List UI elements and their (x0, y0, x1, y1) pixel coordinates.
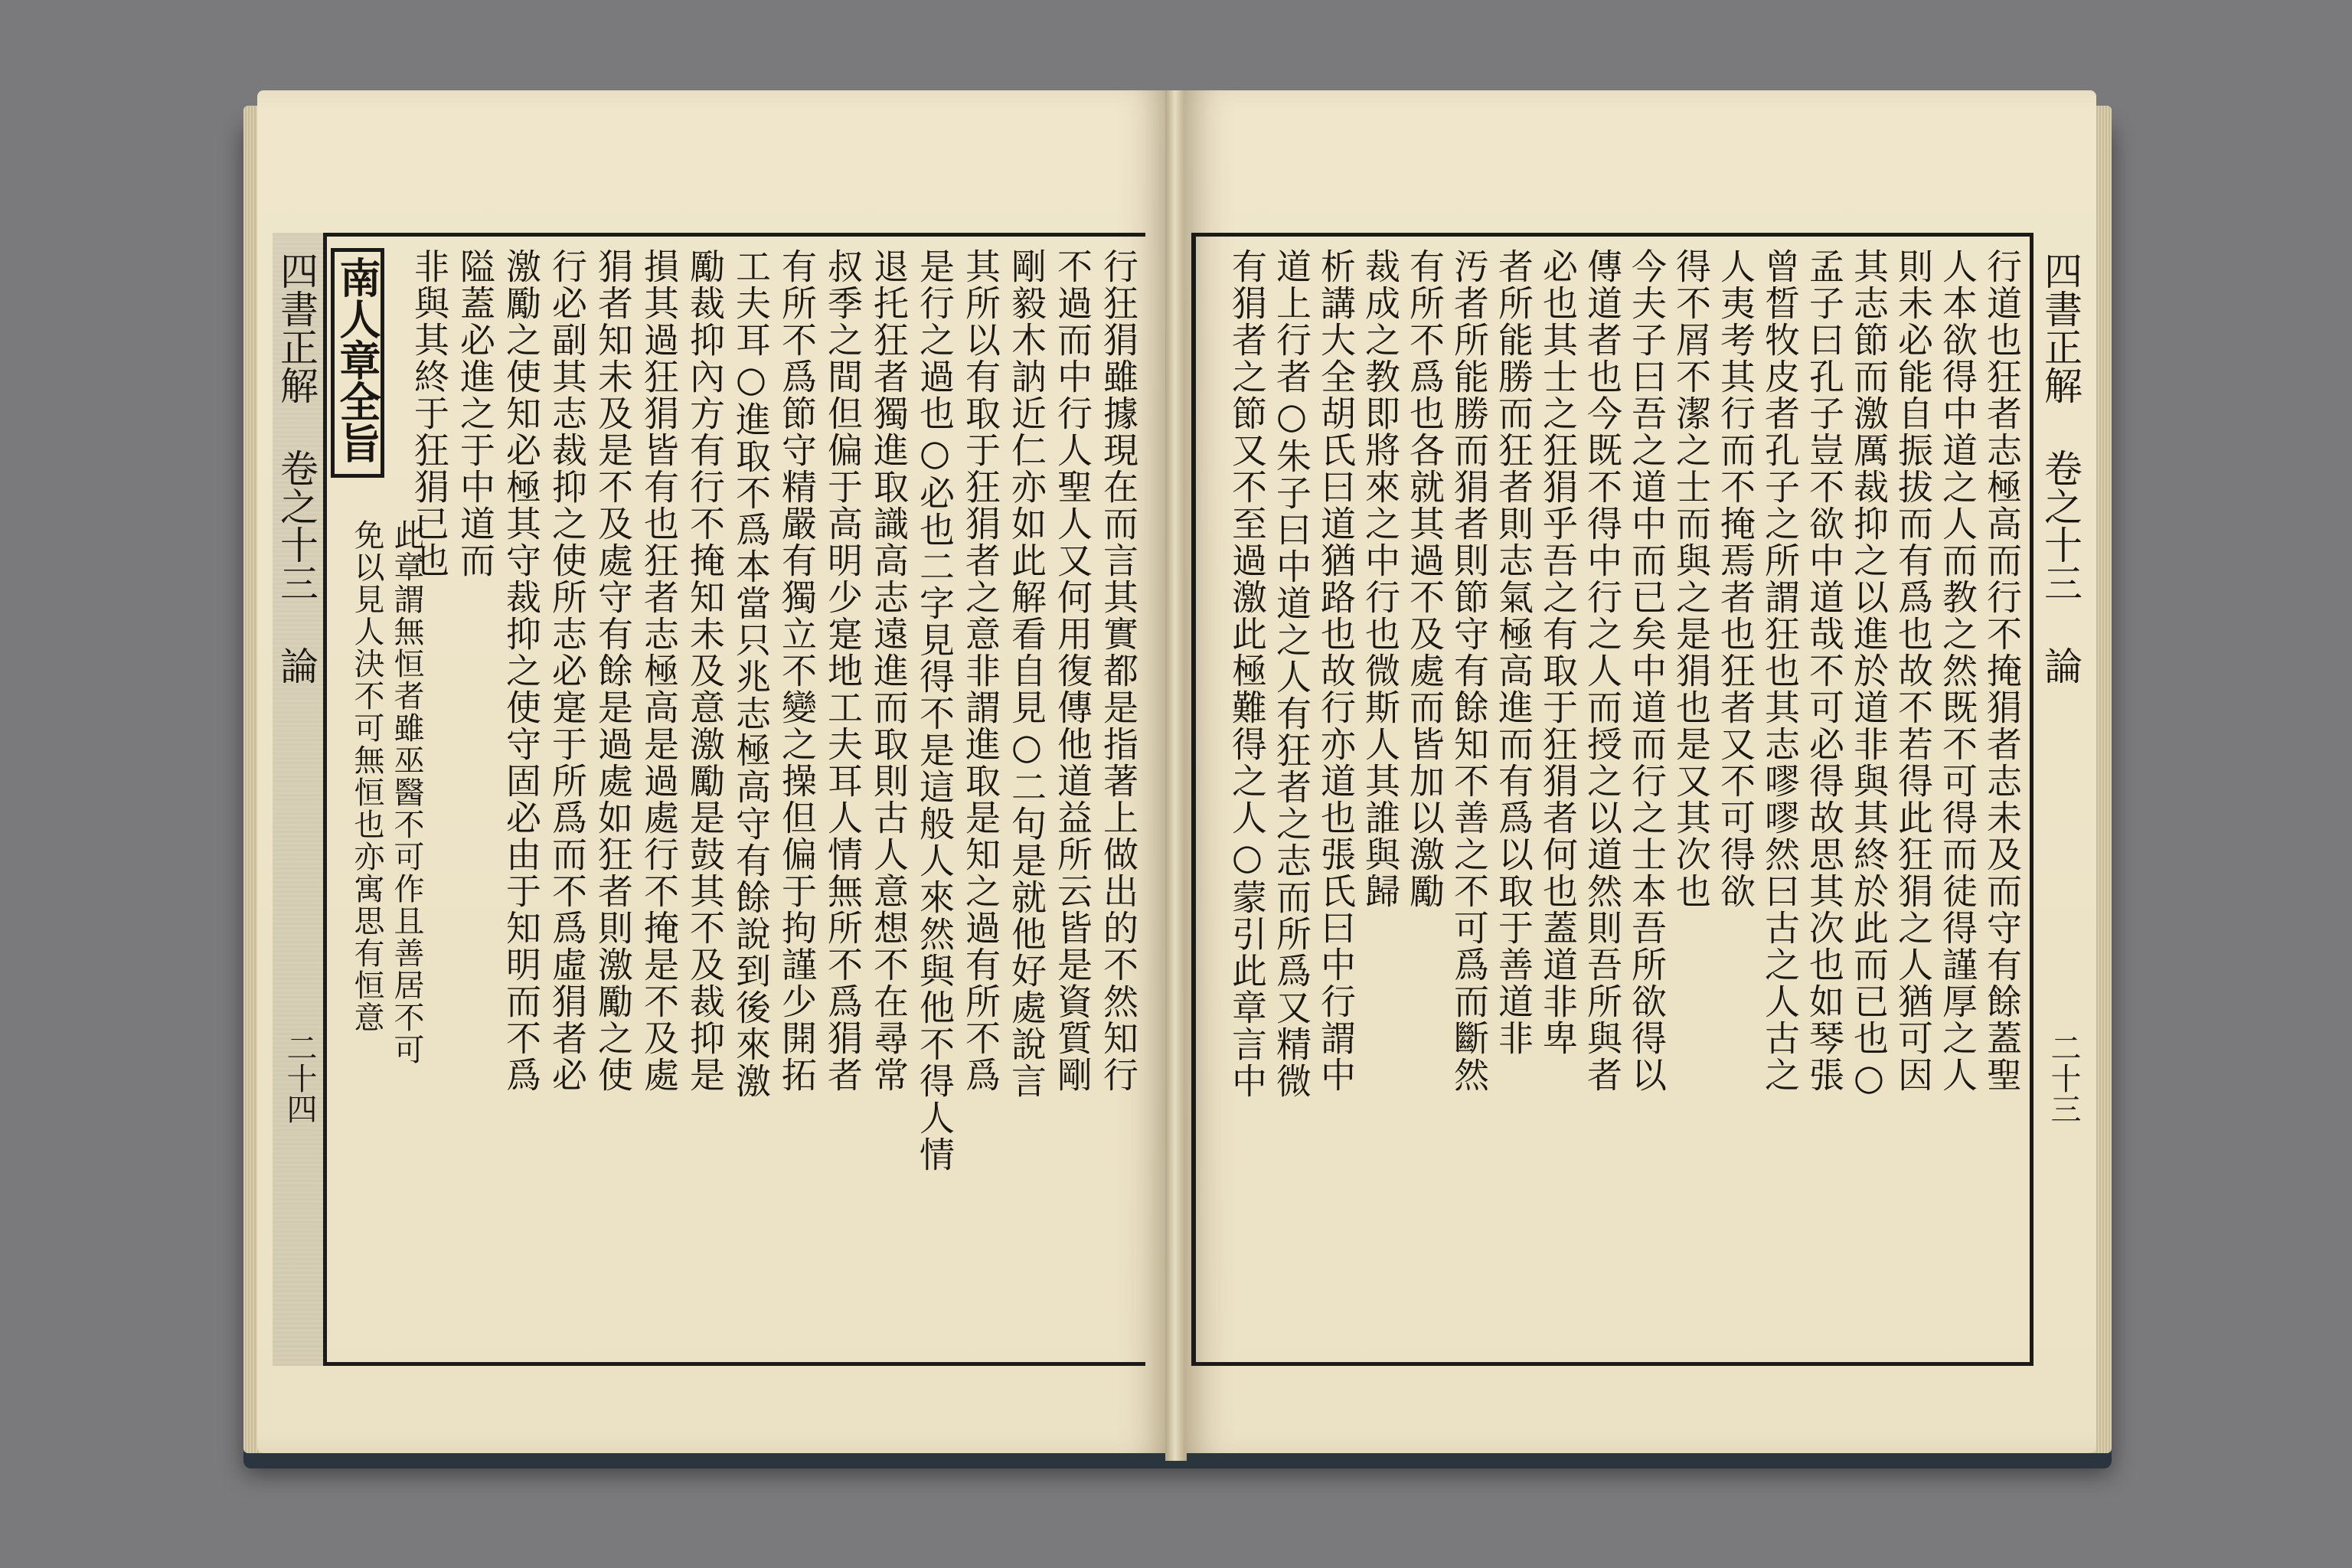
left-page (257, 90, 1168, 1453)
text-column: 勵裁抑內方有行不掩知未及意激勵是鼓其不及裁抑是 (684, 248, 726, 1093)
text-column: 人夷考其行而不掩焉者也狂者又不可得欲 (1715, 248, 1756, 910)
text-column: 行必副其志裁抑之使所志必寔于所爲而不爲虛狷者必 (547, 248, 588, 1093)
left-folio: 二十四 (282, 1032, 317, 1124)
text-column: 非與其終于狂狷已也 (409, 248, 450, 579)
text-column: 道上行者○朱子曰中道之人有狂者之志而所爲又精微 (1271, 248, 1312, 1099)
text-column: 汚者所能勝而狷者則節守有餘知不善之不可爲而斷然 (1449, 248, 1490, 1093)
text-column: 行道也狂者志極高而行不掩狷者志未及而守有餘蓋聖 (1981, 248, 2023, 1093)
text-column: 有狷者之節又不至過激此極難得之人○蒙引此章言中 (1227, 248, 1268, 1099)
text-column: 裁成之教即將來之中行也微斯人其誰與歸 (1360, 248, 1401, 910)
text-column: 免以見人決不可無恒也亦寓思有恒意 (349, 519, 384, 1034)
section-heading: 南人章全旨 (331, 248, 384, 478)
text-column: 隘蓋必進之于中道而 (455, 248, 496, 579)
text-column: 者所能勝而狂者則志氣極高進而有爲以取于善道非 (1493, 248, 1534, 1057)
text-column: 得不屑不潔之士而與之是狷也是又其次也 (1671, 248, 1712, 910)
text-column: 不過而中行人聖人又何用復傳他道益所云皆是資質剛 (1052, 248, 1093, 1093)
text-column: 剛毅木訥近仁亦如此解看自見○二句是就他好處說言 (1006, 248, 1047, 1099)
text-column: 析講大全胡氏曰道猶路也故行亦道也張氏曰中行謂中 (1315, 248, 1357, 1093)
right-running-header: 四書正解 卷之十三 論 (2038, 251, 2082, 684)
text-column: 是行之過也○必也二字見得不是這般人來然與他不得人情 (914, 248, 956, 1173)
text-column: 其志節而激厲裁抑之以進於道非與其終於此而已也○ (1848, 248, 1890, 1099)
text-column: 傳道者也今既不得中行之人而授之以道然則吾所與者 (1582, 248, 1623, 1093)
text-column: 人本欲得中道之人而教之然既不可得而徒得謹厚之人 (1937, 248, 1978, 1093)
text-column: 今夫子曰吾之道中而已矣中道而行之士本吾所欲得以 (1626, 248, 1668, 1093)
open-book (243, 90, 2112, 1485)
text-column: 退托狂者獨進取識高志遠進而取則古人意想不在尋常 (868, 248, 910, 1093)
text-column: 曾晳牧皮者孔子之所謂狂也其志嘐嘐然曰古之人古之 (1759, 248, 1801, 1093)
text-column: 有所不爲也各就其過不及處而皆加以激勵 (1404, 248, 1446, 910)
text-column: 此章謂無恒者雖巫醫不可作且善居不可 (389, 519, 424, 1066)
text-column: 狷者知未及是不及處守有餘是過處如狂者則激勵之使 (593, 248, 634, 1093)
text-column: 其所以有取于狂狷者之意非謂進取是知之過有所不爲 (960, 248, 1001, 1093)
right-page (1184, 90, 2096, 1453)
text-column: 孟子曰孔子豈不欲中道哉不可必得故思其次也如琴張 (1804, 248, 1845, 1093)
right-folio: 二十三 (2046, 1032, 2081, 1124)
text-column: 損其過狂狷皆有也狂者志極高是過處行不掩是不及處 (639, 248, 680, 1093)
text-column: 必也其士之狂狷乎吾之有取于狂狷者何也蓋道非卑 (1537, 248, 1579, 1057)
text-column: 叔季之間但偏于高明少寔地工夫耳人情無所不爲狷者 (822, 248, 864, 1093)
text-column: 有所不爲節守精嚴有獨立不變之操但偏于拘謹少開拓 (776, 248, 818, 1093)
text-column: 激勵之使知必極其守裁抑之使守固必由于知明而不爲 (501, 248, 542, 1093)
text-column: 則未必能自振拔而有爲也故不若得此狂狷之人猶可因 (1893, 248, 1934, 1093)
left-running-header: 四書正解 卷之十三 論 (274, 251, 318, 684)
text-column: 行狂狷雖據現在而言其實都是指著上做出的不然知行 (1098, 248, 1139, 1093)
text-column: 工夫耳○進取不爲本當只兆志極高守有餘說到後來激 (730, 248, 772, 1099)
